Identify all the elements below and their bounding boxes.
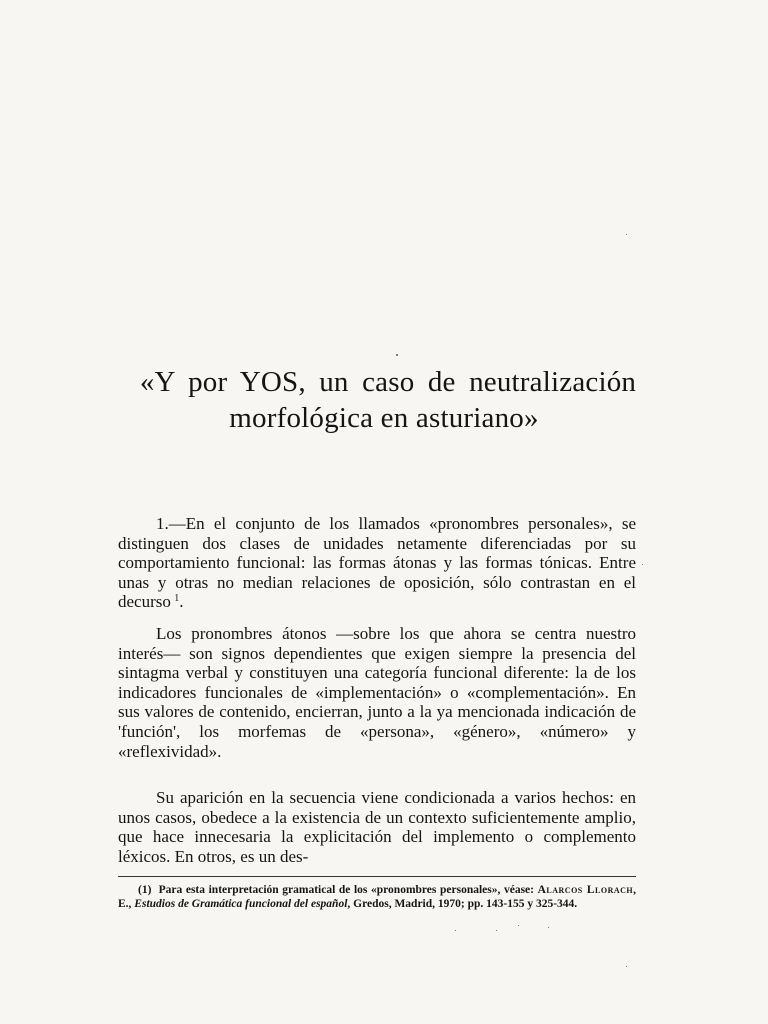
title-line-2: morfológica en asturiano» <box>229 402 539 434</box>
paragraph-3 <box>118 788 636 866</box>
footnote-line <box>118 884 636 911</box>
title-line-1: «Y por YOS, un caso de neutralización <box>139 366 637 398</box>
scan-speck <box>626 234 627 235</box>
paragraph-1-text <box>118 514 636 612</box>
footnote-divider <box>118 876 636 877</box>
footnote-text-a: Para esta interpretación gramatical de los «pronombres personales», véase: <box>158 884 534 896</box>
footnote-work-title: Estudios de Gramática funcional del español <box>134 897 348 910</box>
paragraph-1-body: 1.—En el conjunto de los llamados «pronombres personales», se distinguen dos clases de unidades netamente diferenciadas por su comportamiento funcional: las formas átonas y las formas tónicas. Entre unas y otras no median relaciones de oposición, sólo contrastan en el decurso <box>118 514 636 612</box>
scan-speck <box>496 930 497 931</box>
scan-speck <box>642 564 643 565</box>
footnote-reference: 1 <box>174 593 180 605</box>
paragraph-1 <box>118 514 636 612</box>
footnote <box>118 884 636 911</box>
scan-speck <box>396 354 398 356</box>
paragraph-1-end: . <box>179 592 184 612</box>
scan-speck <box>548 927 549 928</box>
footnote-author-initial: , E., <box>118 884 636 910</box>
paragraph-2 <box>118 624 636 761</box>
scan-speck <box>518 925 519 926</box>
footnote-author: Alarcos Llorach <box>537 884 634 896</box>
paragraph-2-text: Los pronombres átonos —sobre los que ahora se centra nuestro interés— son signos dependientes que exigen siempre la presencia del sintagma verbal y constituyen una categoría funcional diferente: la de los indicadores funcionales de «implementación» o «complementación». En sus valores de contenido, encierran, junto a la ya mencionada indicación de 'función', los morfemas de «persona», «género», «número» y «reflexividad». <box>118 624 636 761</box>
footnote-marker: (1) <box>138 884 152 896</box>
scan-speck <box>626 966 627 967</box>
footnote-text-b: , Gredos, Madrid, 1970; pp. 143-155 y 325-344. <box>347 897 578 910</box>
paragraph-3-text: Su aparición en la secuencia viene condicionada a varios hechos: en unos casos, obedece a la existencia de un contexto suficientemente amplio, que hace innecesaria la explicitación del implemento o complemento léxicos. En otros, es un des- <box>118 788 636 866</box>
scan-speck <box>455 930 456 931</box>
